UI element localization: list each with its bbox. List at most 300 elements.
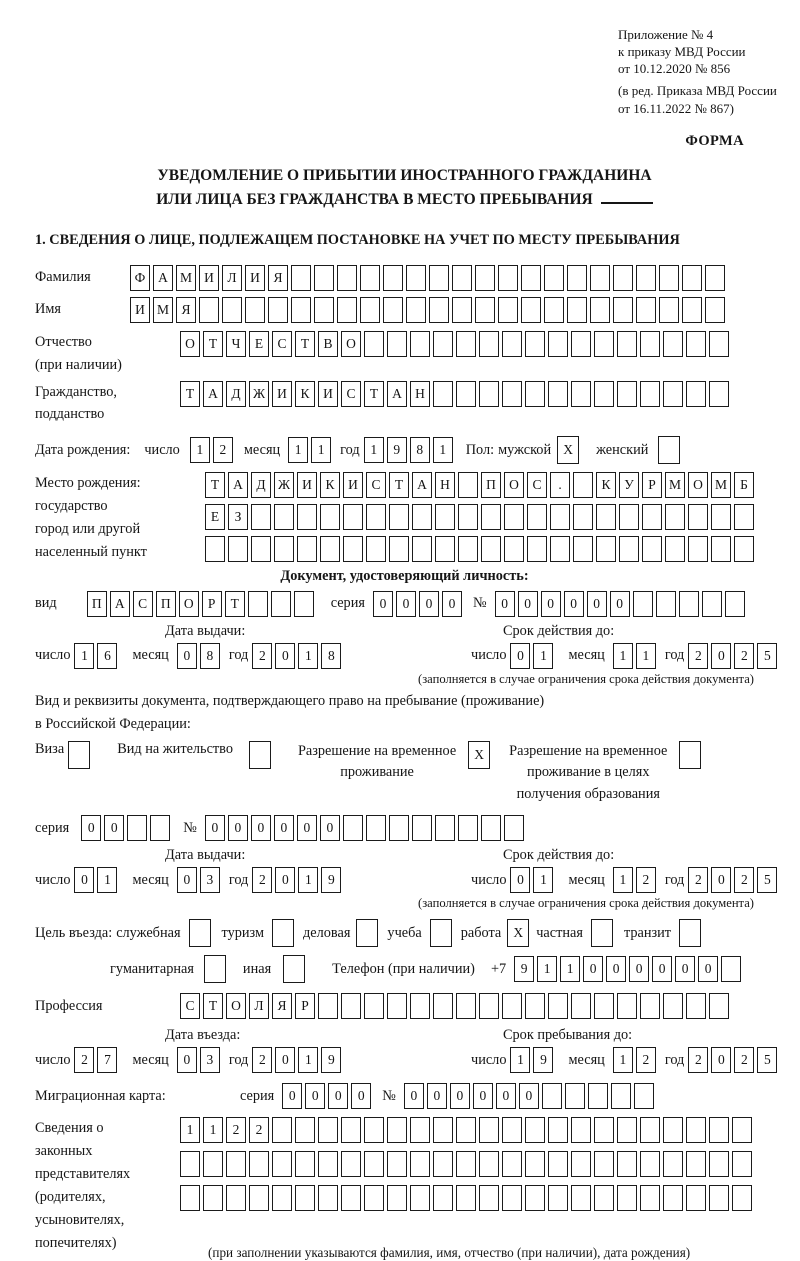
form-cell[interactable] [410,1117,430,1143]
form-cell[interactable]: 9 [533,1047,553,1073]
form-cell[interactable] [291,265,311,291]
form-cell[interactable]: 0 [282,1083,302,1109]
form-cell[interactable]: 1 [533,867,553,893]
form-cell[interactable] [456,331,476,357]
form-cell[interactable] [320,536,340,562]
form-cell[interactable] [686,1151,706,1177]
form-cell[interactable] [665,536,685,562]
form-cell[interactable] [659,297,679,323]
form-cell[interactable] [619,536,639,562]
form-cell[interactable]: Е [205,504,225,530]
form-cell[interactable]: А [153,265,173,291]
form-cell[interactable]: 1 [74,643,94,669]
form-cell[interactable]: 1 [180,1117,200,1143]
form-cell[interactable] [410,1185,430,1211]
form-cell[interactable] [337,265,357,291]
form-cell[interactable]: О [341,331,361,357]
form-cell[interactable] [456,1117,476,1143]
form-cell[interactable]: 0 [541,591,561,617]
form-cell[interactable] [502,1151,522,1177]
form-cell[interactable] [613,265,633,291]
form-cell[interactable] [734,504,754,530]
form-cell[interactable] [479,1185,499,1211]
form-cell[interactable]: И [272,381,292,407]
migration-number-cells[interactable] [404,1083,657,1109]
form-cell[interactable] [525,1151,545,1177]
form-cell[interactable] [571,1117,591,1143]
form-cell[interactable] [702,591,722,617]
form-cell[interactable] [640,1185,660,1211]
form-cell[interactable]: 2 [688,1047,708,1073]
form-cell[interactable] [433,331,453,357]
form-cell[interactable]: 0 [496,1083,516,1109]
form-cell[interactable] [364,993,384,1019]
form-cell[interactable] [525,1185,545,1211]
form-cell[interactable]: К [295,381,315,407]
form-cell[interactable] [502,331,522,357]
form-cell[interactable] [709,381,729,407]
form-cell[interactable] [617,331,637,357]
form-cell[interactable] [479,331,499,357]
form-cell[interactable] [189,919,211,947]
form-cell[interactable]: 0 [587,591,607,617]
form-cell[interactable] [679,919,701,947]
until-month-cells[interactable] [613,1047,659,1073]
form-cell[interactable] [272,1117,292,1143]
form-cell[interactable] [180,1151,200,1177]
form-cell[interactable] [435,536,455,562]
form-cell[interactable]: 9 [514,956,534,982]
form-cell[interactable]: 8 [200,643,220,669]
form-cell[interactable] [412,504,432,530]
form-cell[interactable] [636,297,656,323]
representatives-row-3[interactable] [180,1185,755,1211]
form-cell[interactable]: 1 [298,1047,318,1073]
form-cell[interactable]: 9 [321,1047,341,1073]
form-cell[interactable] [318,1185,338,1211]
form-cell[interactable] [248,591,268,617]
form-cell[interactable] [430,919,452,947]
form-cell[interactable]: 0 [675,956,695,982]
form-cell[interactable] [360,265,380,291]
purpose-private-checkbox[interactable] [591,919,616,947]
form-cell[interactable]: Б [734,472,754,498]
form-cell[interactable]: 1 [613,1047,633,1073]
representatives-row-2[interactable] [180,1151,755,1177]
form-cell[interactable] [366,536,386,562]
form-cell[interactable]: 1 [288,437,308,463]
form-cell[interactable] [433,1117,453,1143]
form-cell[interactable] [249,1151,269,1177]
form-cell[interactable] [341,1185,361,1211]
form-cell[interactable] [343,815,363,841]
form-cell[interactable] [433,1185,453,1211]
form-cell[interactable] [364,331,384,357]
form-cell[interactable]: Т [225,591,245,617]
issue-year-cells[interactable] [252,643,344,669]
form-cell[interactable] [613,297,633,323]
purpose-tourism-checkbox[interactable] [272,919,297,947]
form-cell[interactable]: С [366,472,386,498]
form-cell[interactable] [711,536,731,562]
form-cell[interactable] [732,1151,752,1177]
residence-issue-year-cells[interactable] [252,867,344,893]
form-cell[interactable] [341,1151,361,1177]
form-cell[interactable] [617,1185,637,1211]
form-cell[interactable] [573,472,593,498]
form-cell[interactable] [387,331,407,357]
form-cell[interactable] [502,1117,522,1143]
form-cell[interactable] [732,1117,752,1143]
form-cell[interactable] [458,472,478,498]
residence-issue-month-cells[interactable] [177,867,223,893]
form-cell[interactable]: Т [203,331,223,357]
form-cell[interactable] [180,1185,200,1211]
form-cell[interactable] [297,504,317,530]
form-cell[interactable]: О [179,591,199,617]
birth-year-cells[interactable] [364,437,456,463]
form-cell[interactable] [571,381,591,407]
form-cell[interactable] [665,504,685,530]
form-cell[interactable]: 1 [613,643,633,669]
residence-expiry-month-cells[interactable] [613,867,659,893]
form-cell[interactable] [594,993,614,1019]
purpose-other-checkbox[interactable] [283,955,308,983]
form-cell[interactable]: Д [226,381,246,407]
form-cell[interactable] [594,381,614,407]
form-cell[interactable]: Т [180,381,200,407]
residence-number-cells[interactable] [205,815,527,841]
form-cell[interactable] [410,993,430,1019]
form-cell[interactable]: 0 [419,591,439,617]
form-cell[interactable] [203,1151,223,1177]
issue-month-cells[interactable] [177,643,223,669]
form-cell[interactable]: 1 [298,643,318,669]
form-cell[interactable] [596,504,616,530]
expiry-year-cells[interactable] [688,643,780,669]
form-cell[interactable] [433,993,453,1019]
form-cell[interactable] [640,331,660,357]
form-cell[interactable] [617,381,637,407]
form-cell[interactable]: 1 [311,437,331,463]
residence-expiry-day-cells[interactable] [510,867,556,893]
form-cell[interactable]: К [320,472,340,498]
form-cell[interactable] [656,591,676,617]
birth-place-row-3[interactable] [205,536,757,562]
purpose-humanitarian-checkbox[interactable] [204,955,229,983]
form-cell[interactable] [571,331,591,357]
form-cell[interactable] [634,1083,654,1109]
form-cell[interactable] [364,1151,384,1177]
form-cell[interactable] [525,331,545,357]
form-cell[interactable]: 0 [450,1083,470,1109]
form-cell[interactable] [594,1185,614,1211]
form-cell[interactable]: П [87,591,107,617]
form-cell[interactable] [475,265,495,291]
form-cell[interactable] [389,815,409,841]
form-cell[interactable] [502,993,522,1019]
form-cell[interactable]: 2 [636,867,656,893]
form-cell[interactable]: С [272,331,292,357]
form-cell[interactable] [364,1117,384,1143]
form-cell[interactable]: 2 [734,1047,754,1073]
form-cell[interactable]: 0 [652,956,672,982]
form-cell[interactable] [663,381,683,407]
form-cell[interactable] [456,993,476,1019]
form-cell[interactable] [686,993,706,1019]
form-cell[interactable] [412,536,432,562]
form-cell[interactable] [249,741,271,769]
form-cell[interactable]: И [318,381,338,407]
form-cell[interactable] [127,815,147,841]
form-cell[interactable]: П [156,591,176,617]
form-cell[interactable] [272,919,294,947]
form-cell[interactable]: 0 [297,815,317,841]
form-cell[interactable] [452,265,472,291]
form-cell[interactable] [387,1151,407,1177]
form-cell[interactable] [205,536,225,562]
form-cell[interactable]: 7 [97,1047,117,1073]
form-cell[interactable]: 1 [190,437,210,463]
form-cell[interactable] [251,504,271,530]
form-cell[interactable] [498,297,518,323]
form-cell[interactable]: С [133,591,153,617]
form-cell[interactable] [356,919,378,947]
form-cell[interactable] [320,504,340,530]
form-cell[interactable]: Т [295,331,315,357]
form-cell[interactable] [709,1151,729,1177]
form-cell[interactable]: 1 [298,867,318,893]
form-cell[interactable] [548,381,568,407]
form-cell[interactable]: 3 [200,1047,220,1073]
form-cell[interactable] [429,265,449,291]
form-cell[interactable] [203,1185,223,1211]
form-cell[interactable] [725,591,745,617]
identity-doc-number-cells[interactable] [495,591,748,617]
form-cell[interactable]: 0 [373,591,393,617]
form-cell[interactable] [314,297,334,323]
form-cell[interactable] [571,1151,591,1177]
patronymic-cells[interactable] [180,331,732,357]
form-cell[interactable] [567,265,587,291]
form-cell[interactable]: 0 [473,1083,493,1109]
form-cell[interactable]: 0 [510,867,530,893]
form-cell[interactable]: О [180,331,200,357]
form-cell[interactable] [617,1151,637,1177]
form-cell[interactable]: 0 [711,867,731,893]
form-cell[interactable] [387,1117,407,1143]
form-cell[interactable] [479,993,499,1019]
form-cell[interactable] [228,536,248,562]
entry-day-cells[interactable] [74,1047,120,1073]
form-cell[interactable]: У [619,472,639,498]
form-cell[interactable]: 1 [613,867,633,893]
form-cell[interactable] [663,331,683,357]
form-cell[interactable] [387,993,407,1019]
migration-series-cells[interactable] [282,1083,374,1109]
form-cell[interactable] [271,591,291,617]
form-cell[interactable]: 0 [205,815,225,841]
form-cell[interactable]: Т [389,472,409,498]
form-cell[interactable]: 1 [533,643,553,669]
form-cell[interactable] [410,331,430,357]
form-cell[interactable] [389,536,409,562]
form-cell[interactable]: 0 [74,867,94,893]
form-cell[interactable]: 0 [228,815,248,841]
form-cell[interactable] [642,536,662,562]
form-cell[interactable] [283,955,305,983]
form-cell[interactable] [458,815,478,841]
form-cell[interactable] [366,504,386,530]
form-cell[interactable] [341,993,361,1019]
form-cell[interactable] [274,536,294,562]
form-cell[interactable] [433,381,453,407]
residence-permit-checkbox[interactable] [249,741,274,769]
residence-expiry-year-cells[interactable] [688,867,780,893]
form-cell[interactable]: И [245,265,265,291]
form-cell[interactable]: 0 [351,1083,371,1109]
purpose-study-checkbox[interactable] [430,919,455,947]
form-cell[interactable] [686,1117,706,1143]
form-cell[interactable]: 0 [442,591,462,617]
form-cell[interactable]: А [110,591,130,617]
form-cell[interactable] [481,504,501,530]
form-cell[interactable] [297,536,317,562]
form-cell[interactable] [479,1151,499,1177]
form-cell[interactable] [435,815,455,841]
form-cell[interactable] [314,265,334,291]
form-cell[interactable] [573,536,593,562]
form-cell[interactable]: . [550,472,570,498]
expiry-month-cells[interactable] [613,643,659,669]
form-cell[interactable] [412,815,432,841]
form-cell[interactable] [521,265,541,291]
form-cell[interactable] [458,536,478,562]
form-cell[interactable] [590,265,610,291]
form-cell[interactable] [504,504,524,530]
form-cell[interactable]: 0 [177,643,197,669]
form-cell[interactable] [521,297,541,323]
form-cell[interactable] [527,504,547,530]
form-cell[interactable] [679,741,701,769]
form-cell[interactable]: М [176,265,196,291]
form-cell[interactable] [525,993,545,1019]
form-cell[interactable]: 9 [387,437,407,463]
form-cell[interactable] [633,591,653,617]
form-cell[interactable] [364,1185,384,1211]
form-cell[interactable] [318,1117,338,1143]
phone-cells[interactable] [514,956,744,982]
form-cell[interactable] [548,1185,568,1211]
form-cell[interactable]: 1 [203,1117,223,1143]
form-cell[interactable]: Л [222,265,242,291]
representatives-row-1[interactable] [180,1117,755,1143]
form-cell[interactable]: 0 [396,591,416,617]
form-cell[interactable]: Р [642,472,662,498]
form-cell[interactable]: 0 [629,956,649,982]
form-cell[interactable] [611,1083,631,1109]
form-cell[interactable]: Е [249,331,269,357]
purpose-official-checkbox[interactable] [189,919,214,947]
visa-checkbox[interactable] [68,741,93,769]
form-cell[interactable] [272,1185,292,1211]
form-cell[interactable] [709,1117,729,1143]
form-cell[interactable] [343,536,363,562]
form-cell[interactable] [479,1117,499,1143]
form-cell[interactable]: О [226,993,246,1019]
form-cell[interactable] [640,1117,660,1143]
form-cell[interactable] [721,956,741,982]
form-cell[interactable] [341,1117,361,1143]
form-cell[interactable]: 0 [305,1083,325,1109]
form-cell[interactable] [458,504,478,530]
form-cell[interactable]: 0 [104,815,124,841]
residence-issue-day-cells[interactable] [74,867,120,893]
form-cell[interactable]: 6 [97,643,117,669]
form-cell[interactable] [679,591,699,617]
form-cell[interactable] [525,381,545,407]
form-cell[interactable] [686,381,706,407]
temp-permit-checkbox[interactable] [468,741,493,769]
form-cell[interactable] [295,1117,315,1143]
form-cell[interactable]: 1 [97,867,117,893]
form-cell[interactable]: 0 [583,956,603,982]
form-cell[interactable] [295,1151,315,1177]
form-cell[interactable] [591,919,613,947]
form-cell[interactable]: 0 [510,643,530,669]
form-cell[interactable]: Т [364,381,384,407]
form-cell[interactable] [245,297,265,323]
form-cell[interactable] [343,504,363,530]
form-cell[interactable] [732,1185,752,1211]
form-cell[interactable]: А [203,381,223,407]
form-cell[interactable] [711,504,731,530]
form-cell[interactable] [502,381,522,407]
form-cell[interactable]: 0 [81,815,101,841]
form-cell[interactable] [550,504,570,530]
form-cell[interactable] [642,504,662,530]
form-cell[interactable] [619,504,639,530]
form-cell[interactable] [433,1151,453,1177]
form-cell[interactable] [481,815,501,841]
edu-permit-checkbox[interactable] [679,741,704,769]
form-cell[interactable] [640,1151,660,1177]
form-cell[interactable] [688,504,708,530]
form-cell[interactable]: Ч [226,331,246,357]
form-cell[interactable] [686,331,706,357]
form-cell[interactable] [588,1083,608,1109]
form-cell[interactable]: 2 [688,867,708,893]
form-cell[interactable]: Л [249,993,269,1019]
form-cell[interactable]: 0 [177,1047,197,1073]
surname-cells[interactable] [130,265,728,291]
form-cell[interactable] [682,297,702,323]
form-cell[interactable]: Н [410,381,430,407]
form-cell[interactable]: 0 [711,643,731,669]
form-cell[interactable] [705,265,725,291]
form-cell[interactable]: 0 [404,1083,424,1109]
form-cell[interactable] [527,536,547,562]
form-cell[interactable] [525,1117,545,1143]
form-cell[interactable]: М [711,472,731,498]
form-cell[interactable] [406,297,426,323]
form-cell[interactable] [594,1117,614,1143]
form-cell[interactable] [318,1151,338,1177]
form-cell[interactable]: С [180,993,200,1019]
form-cell[interactable]: П [481,472,501,498]
form-cell[interactable] [337,297,357,323]
form-cell[interactable] [435,504,455,530]
